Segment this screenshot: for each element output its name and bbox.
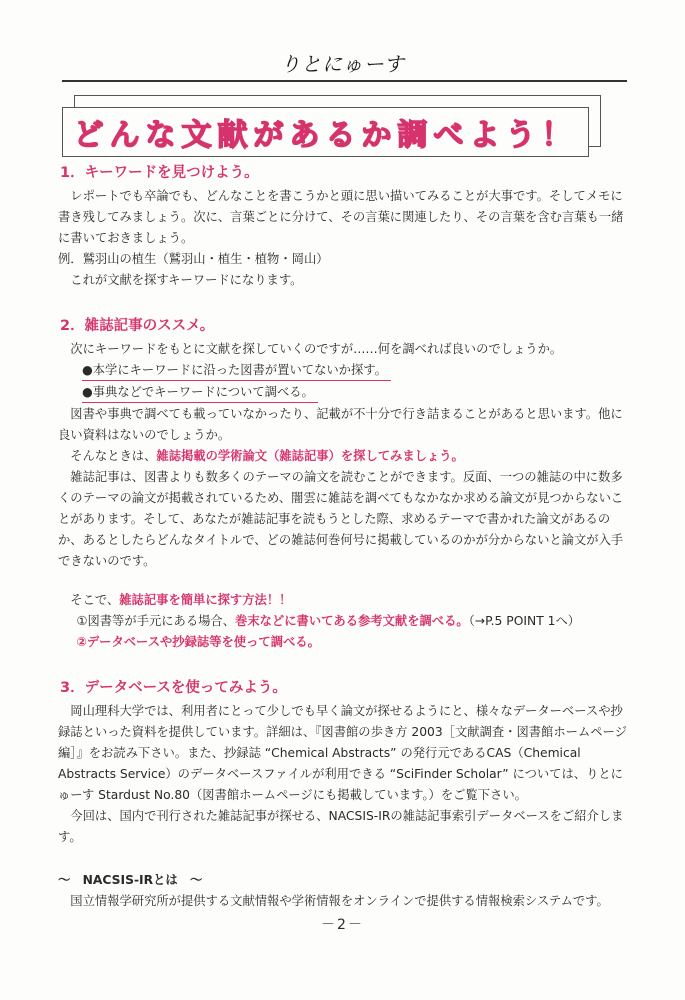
section-heading-2: 2．雑誌記事のススメ。 bbox=[60, 318, 215, 334]
example-line: 例．鷲羽山の植生（鷲羽山・植生・植物・岡山） bbox=[58, 252, 329, 266]
banner bbox=[62, 107, 589, 157]
method-item bbox=[58, 611, 628, 632]
newsletter-title: りとにゅーす bbox=[280, 52, 405, 76]
bullet-list bbox=[58, 360, 628, 404]
paragraph: 今回は、国内で刊行された雑誌記事が探せる、NACSIS-IRの雑誌記事索引データベースをご紹介します。 bbox=[58, 809, 624, 844]
paragraph: これが文献を探すキーワードになります。 bbox=[70, 273, 303, 287]
section-keywords bbox=[58, 160, 628, 291]
paragraph bbox=[58, 590, 628, 611]
paragraph: 雑誌記事は、図書よりも数多くのテーマの論文を読むことができます。反面、一つの雑誌の中に数多くのテーマの論文が掲載されているため、闇雲に雑誌を調べてもなかなか求める論文が見つからないことがあります。そして、あなたが雑誌記事を読もうとした際、求めるテーマで書かれた論文があるのか、あるとしたらどんなタイトルで、どの雑誌何巻何号に掲載しているのかが分からないと論文が入手できないのです。 bbox=[58, 470, 624, 568]
highlight-text: 雑誌記事を簡単に探す方法！！ bbox=[119, 593, 292, 607]
text-run: （→P.5 POINT 1へ） bbox=[468, 614, 581, 628]
text-run: そこで、 bbox=[70, 593, 120, 607]
paragraph: 図書や事典で調べても載っていなかったり、記載が不十分で行き詰まることがあると思います。他に良い資料はないのでしょうか。 bbox=[58, 407, 623, 442]
section-heading-3: 3．データベースを使ってみよう。 bbox=[60, 680, 287, 696]
paragraph: 次にキーワードをもとに文献を探していくのですが……何を調べれば良いのでしょうか。 bbox=[70, 342, 563, 356]
paragraph: 岡山理科大学では、利用者にとって少しでも早く論文が探せるようにと、様々なデーターベースや抄録誌といった資料を提供しています。詳細は、『図書館の歩き方 2003［文献調査・図書館ホームページ編］』をお読み下さい。また、抄録誌 “Chemical Abstracts” の発行元であるCAS（Chemical Abstracts Service）のデータベースファイルが利用できる “SciFinder Scholar” については、りとにゅーす Stardust No.80（図書館ホームページにも掲載しています。）をご覧下さい。 bbox=[58, 704, 627, 802]
highlight-text: 巻末などに書いてある参考文献を調べる。 bbox=[235, 614, 469, 628]
banner-heading: どんな文献があるか調べよう！ bbox=[73, 118, 578, 153]
section-heading-1: 1．キーワードを見つけよう。 bbox=[60, 165, 259, 181]
header-rule bbox=[62, 80, 627, 82]
section-journal-articles bbox=[58, 313, 628, 653]
paragraph: レポートでも卒論でも、どんなことを書こうかと頭に思い描いてみることが大事です。そしてメモに書き残してみましょう。次に、言葉ごとに分けて、その言葉に関連したり、その言葉を含む言葉も一緒に書いておきましょう。 bbox=[58, 189, 624, 245]
bullet-item: ●事典などでキーワードについて調べる。 bbox=[82, 382, 318, 403]
text-run: そんなときは、 bbox=[70, 449, 157, 463]
text-run: ①図書等が手元にある場合、 bbox=[76, 614, 236, 628]
page-number: －2－ bbox=[321, 917, 364, 933]
method-item bbox=[58, 632, 628, 653]
paragraph bbox=[58, 446, 628, 467]
section-nacsis bbox=[58, 870, 628, 912]
highlight-text: 雑誌掲載の学術論文（雑誌記事）を探してみましょう。 bbox=[156, 449, 464, 463]
highlight-text: ②データベースや抄録誌等を使って調べる。 bbox=[76, 635, 320, 649]
paragraph: 国立情報学研究所が提供する文献情報や学術情報をオンラインで提供する情報検索システムです。 bbox=[70, 894, 609, 908]
section-databases bbox=[58, 675, 628, 848]
article-body bbox=[58, 160, 628, 912]
bullet-item: ●本学にキーワードに沿った図書が置いてないか探す。 bbox=[82, 360, 391, 381]
nacsis-heading: ～ NACSIS-IRとは ～ bbox=[58, 873, 203, 887]
